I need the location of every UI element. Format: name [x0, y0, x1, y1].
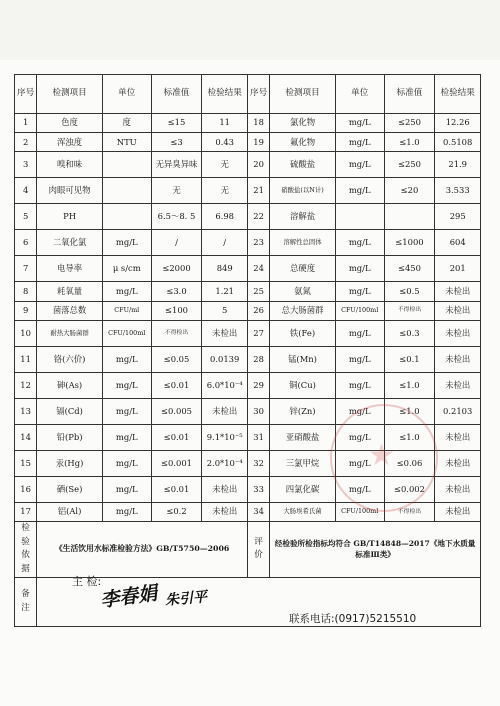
table-row: [15, 114, 481, 133]
cell-result-right: 未检出: [435, 476, 481, 502]
header-seq-left: 序号: [15, 75, 37, 114]
cell-result-right: 未检出: [435, 450, 481, 476]
cell-item-left: 嗅和味: [37, 152, 103, 178]
cell-item-right: 氨氮: [270, 282, 336, 301]
table-row: [15, 301, 481, 320]
cell-standard-right: [384, 204, 435, 230]
cell-seq-left: 9: [15, 301, 37, 320]
cell-seq-left: 11: [15, 346, 37, 372]
cell-item-right: 铁(Fe): [270, 320, 336, 346]
cell-seq-right: 31: [247, 424, 269, 450]
header-item-left: 检测项目: [37, 75, 103, 114]
cell-item-left: 硒(Se): [37, 476, 103, 502]
cell-result-right: 未检出: [435, 282, 481, 301]
cell-result-left: 未检出: [202, 398, 248, 424]
cell-seq-right: 20: [247, 152, 269, 178]
cell-result-left: 11: [202, 114, 248, 133]
table-header-row: [15, 75, 481, 114]
cell-seq-right: 21: [247, 178, 269, 204]
cell-item-right: 总大肠菌群: [270, 301, 336, 320]
cell-result-left: 无: [202, 178, 248, 204]
cell-unit-right: mg/L: [335, 398, 384, 424]
cell-unit-right: mg/L: [335, 152, 384, 178]
cell-unit-right: mg/L: [335, 282, 384, 301]
cell-seq-left: 15: [15, 450, 37, 476]
cell-item-left: 铝(Al): [37, 502, 103, 521]
cell-unit-left: [102, 152, 151, 178]
cell-unit-right: mg/L: [335, 114, 384, 133]
cell-seq-right: 22: [247, 204, 269, 230]
remark-label-text: 备注: [21, 589, 30, 613]
cell-standard-left: ≤0.2: [151, 502, 202, 521]
cell-unit-right: mg/L: [335, 450, 384, 476]
cell-result-left: 6.98: [202, 204, 248, 230]
cell-seq-left: 12: [15, 372, 37, 398]
cell-standard-left: 6.5～8. 5: [151, 204, 202, 230]
cell-result-right: 3.533: [435, 178, 481, 204]
table-row: [15, 476, 481, 502]
cell-result-left: 5: [202, 301, 248, 320]
cell-result-right: 21.9: [435, 152, 481, 178]
cell-item-left: 二氧化氯: [37, 230, 103, 256]
cell-unit-left: mg/L: [102, 476, 151, 502]
cell-seq-right: 26: [247, 301, 269, 320]
cell-standard-left: 不得检出: [151, 320, 202, 346]
header-item-right: 检测项目: [270, 75, 336, 114]
cell-unit-right: CFU/100ml: [335, 502, 384, 521]
cell-standard-right: ≤20: [384, 178, 435, 204]
cell-seq-left: 16: [15, 476, 37, 502]
seal-star-icon: ★: [368, 438, 395, 473]
cell-item-left: 耗氧量: [37, 282, 103, 301]
cell-seq-left: 4: [15, 178, 37, 204]
table-row: [15, 372, 481, 398]
cell-unit-right: mg/L: [335, 320, 384, 346]
cell-standard-left: ≤0.05: [151, 346, 202, 372]
cell-item-right: 三氯甲烷: [270, 450, 336, 476]
cell-item-left: 浑浊度: [37, 133, 103, 152]
cell-result-left: 0.0139: [202, 346, 248, 372]
cell-unit-left: [102, 204, 151, 230]
table-row: [15, 398, 481, 424]
cell-seq-left: 7: [15, 256, 37, 282]
cell-seq-left: 8: [15, 282, 37, 301]
evaluation-text: 经检验所检指标均符合 GB/T14848—2017《地下水质量标准Ⅲ类》: [270, 521, 481, 577]
test-report-table-container: [14, 74, 481, 627]
cell-item-right: 总硬度: [270, 256, 336, 282]
cell-result-right: 未检出: [435, 372, 481, 398]
cell-result-right: 12.26: [435, 114, 481, 133]
cell-unit-left: mg/L: [102, 398, 151, 424]
cell-item-right: 锌(Zn): [270, 398, 336, 424]
cell-standard-right: ≤0.06: [384, 450, 435, 476]
cell-item-right: 四氯化碳: [270, 476, 336, 502]
cell-standard-left: ≤0.01: [151, 476, 202, 502]
cell-unit-right: mg/L: [335, 133, 384, 152]
header-standard-right: 标准值: [384, 75, 435, 114]
cell-standard-left: ≤3.0: [151, 282, 202, 301]
cell-standard-right: 不得检出: [384, 502, 435, 521]
table-row: [15, 133, 481, 152]
cell-unit-right: CFU/100ml: [335, 301, 384, 320]
cell-item-right: 氟化物: [270, 133, 336, 152]
cell-standard-left: ≤0.005: [151, 398, 202, 424]
cell-result-left: 0.43: [202, 133, 248, 152]
cell-result-right: 0.5108: [435, 133, 481, 152]
cell-seq-right: 27: [247, 320, 269, 346]
cell-seq-left: 5: [15, 204, 37, 230]
header-result-left: 检验结果: [202, 75, 248, 114]
cell-standard-right: ≤1.0: [384, 133, 435, 152]
cell-result-right: 未检出: [435, 502, 481, 521]
cell-result-left: 未检出: [202, 320, 248, 346]
cell-standard-left: 无异臭异味: [151, 152, 202, 178]
cell-unit-right: [335, 204, 384, 230]
cell-unit-left: 度: [102, 114, 151, 133]
cell-result-right: 201: [435, 256, 481, 282]
cell-standard-left: ≤3: [151, 133, 202, 152]
cell-seq-right: 28: [247, 346, 269, 372]
cell-unit-left: [102, 178, 151, 204]
header-unit-right: 单位: [335, 75, 384, 114]
cell-unit-left: mg/L: [102, 372, 151, 398]
cell-standard-left: ≤0.001: [151, 450, 202, 476]
cell-standard-right: ≤250: [384, 152, 435, 178]
cell-unit-right: mg/L: [335, 178, 384, 204]
header-standard-left: 标准值: [151, 75, 202, 114]
table-row: [15, 230, 481, 256]
cell-unit-left: mg/L: [102, 282, 151, 301]
cell-result-left: 无: [202, 152, 248, 178]
cell-result-right: 0.2103: [435, 398, 481, 424]
cell-standard-right: ≤0.002: [384, 476, 435, 502]
cell-item-right: 溶解性总固体: [270, 230, 336, 256]
cell-seq-right: 19: [247, 133, 269, 152]
inspector-label: 主 检:: [72, 575, 102, 588]
cell-standard-left: ≤100: [151, 301, 202, 320]
table-row: [15, 152, 481, 178]
table-row: [15, 450, 481, 476]
cell-result-left: /: [202, 230, 248, 256]
table-row: [15, 204, 481, 230]
cell-standard-right: ≤1.0: [384, 424, 435, 450]
cell-standard-right: ≤1000: [384, 230, 435, 256]
cell-standard-right: ≤0.5: [384, 282, 435, 301]
cell-result-left: 未检出: [202, 476, 248, 502]
cell-result-right: 604: [435, 230, 481, 256]
method-row: [15, 521, 481, 577]
cell-standard-left: /: [151, 230, 202, 256]
inspector-signature-2: 朱引平: [164, 589, 208, 609]
inspector-signature-1: 李春娟: [98, 582, 159, 612]
header-seq-right: 序号: [247, 75, 269, 114]
cell-item-left: PH: [37, 204, 103, 230]
cell-standard-right: ≤450: [384, 256, 435, 282]
cell-unit-right: mg/L: [335, 230, 384, 256]
cell-seq-right: 34: [247, 502, 269, 521]
cell-seq-right: 30: [247, 398, 269, 424]
cell-standard-left: ≤2000: [151, 256, 202, 282]
table-row: [15, 320, 481, 346]
header-result-right: 检验结果: [435, 75, 481, 114]
cell-item-right: 锰(Mn): [270, 346, 336, 372]
cell-standard-left: ≤0.01: [151, 372, 202, 398]
cell-unit-right: mg/L: [335, 476, 384, 502]
method-text: 《生活饮用水标准检验方法》GB/T5750—2006: [37, 521, 248, 577]
cell-unit-left: mg/L: [102, 450, 151, 476]
cell-item-right: 硫酸盐: [270, 152, 336, 178]
cell-seq-right: 33: [247, 476, 269, 502]
cell-standard-left: ≤15: [151, 114, 202, 133]
cell-item-left: 铅(Pb): [37, 424, 103, 450]
cell-unit-left: CFU/ml: [102, 301, 151, 320]
cell-item-left: 铬(六价): [37, 346, 103, 372]
cell-item-left: 肉眼可见物: [37, 178, 103, 204]
header-unit-left: 单位: [102, 75, 151, 114]
cell-seq-left: 2: [15, 133, 37, 152]
cell-result-left: 未检出: [202, 502, 248, 521]
cell-seq-right: 18: [247, 114, 269, 133]
cell-item-left: 镉(Cd): [37, 398, 103, 424]
cell-unit-left: mg/L: [102, 502, 151, 521]
cell-result-right: 未检出: [435, 320, 481, 346]
cell-standard-right: 不得检出: [384, 301, 435, 320]
cell-result-right: 未检出: [435, 424, 481, 450]
cell-standard-right: ≤250: [384, 114, 435, 133]
cell-unit-left: mg/L: [102, 424, 151, 450]
cell-seq-left: 3: [15, 152, 37, 178]
cell-result-left: 9.1*10⁻⁵: [202, 424, 248, 450]
page-top-scan-band: [0, 0, 500, 60]
cell-item-right: 氯化物: [270, 114, 336, 133]
cell-item-right: 铜(Cu): [270, 372, 336, 398]
cell-item-left: 砷(As): [37, 372, 103, 398]
cell-item-right: 亚硝酸盐: [270, 424, 336, 450]
cell-unit-left: NTU: [102, 133, 151, 152]
cell-item-right: 溶解盐: [270, 204, 336, 230]
table-row: [15, 502, 481, 521]
cell-unit-left: μ s/cm: [102, 256, 151, 282]
table-body: [15, 75, 481, 522]
cell-standard-right: ≤1.0: [384, 398, 435, 424]
cell-standard-right: ≤0.3: [384, 320, 435, 346]
cell-seq-right: 23: [247, 230, 269, 256]
cell-item-left: 菌落总数: [37, 301, 103, 320]
cell-unit-left: mg/L: [102, 230, 151, 256]
cell-seq-left: 13: [15, 398, 37, 424]
table-row: [15, 178, 481, 204]
cell-result-left: 2.0*10⁻⁴: [202, 450, 248, 476]
method-label: [15, 521, 37, 577]
cell-item-left: 电导率: [37, 256, 103, 282]
cell-item-right: 硝酸盐(以N计): [270, 178, 336, 204]
cell-result-right: 未检出: [435, 346, 481, 372]
cell-item-left: 耐热大肠菌群: [37, 320, 103, 346]
cell-unit-left: CFU/100ml: [102, 320, 151, 346]
remark-label: [15, 577, 37, 626]
evaluation-label: [247, 521, 269, 577]
contact-phone: 联系电话:(0917)5215510: [289, 613, 417, 625]
cell-item-left: 汞(Hg): [37, 450, 103, 476]
cell-unit-right: mg/L: [335, 346, 384, 372]
cell-result-left: 1.21: [202, 282, 248, 301]
cell-seq-right: 32: [247, 450, 269, 476]
table-row: [15, 424, 481, 450]
cell-standard-left: ≤0.01: [151, 424, 202, 450]
table-row: [15, 346, 481, 372]
evaluation-label-text: 评价: [254, 536, 263, 561]
cell-standard-right: ≤1.0: [384, 372, 435, 398]
method-label-text: 检验依据: [21, 522, 30, 575]
cell-result-left: 6.0*10⁻⁴: [202, 372, 248, 398]
cell-unit-right: mg/L: [335, 372, 384, 398]
table-row: [15, 282, 481, 301]
cell-item-right: 大肠埃希氏菌: [270, 502, 336, 521]
cell-seq-right: 29: [247, 372, 269, 398]
cell-unit-right: mg/L: [335, 256, 384, 282]
cell-item-left: 色度: [37, 114, 103, 133]
cell-seq-left: 17: [15, 502, 37, 521]
cell-unit-right: mg/L: [335, 424, 384, 450]
cell-standard-left: 无: [151, 178, 202, 204]
cell-seq-left: 1: [15, 114, 37, 133]
cell-result-right: 未检出: [435, 301, 481, 320]
cell-seq-left: 6: [15, 230, 37, 256]
cell-seq-right: 25: [247, 282, 269, 301]
cell-result-left: 849: [202, 256, 248, 282]
cell-seq-left: 10: [15, 320, 37, 346]
cell-seq-left: 14: [15, 424, 37, 450]
cell-unit-left: mg/L: [102, 346, 151, 372]
cell-standard-right: ≤0.1: [384, 346, 435, 372]
water-test-report-table: [14, 74, 481, 627]
cell-seq-right: 24: [247, 256, 269, 282]
cell-result-right: 295: [435, 204, 481, 230]
table-row: [15, 256, 481, 282]
